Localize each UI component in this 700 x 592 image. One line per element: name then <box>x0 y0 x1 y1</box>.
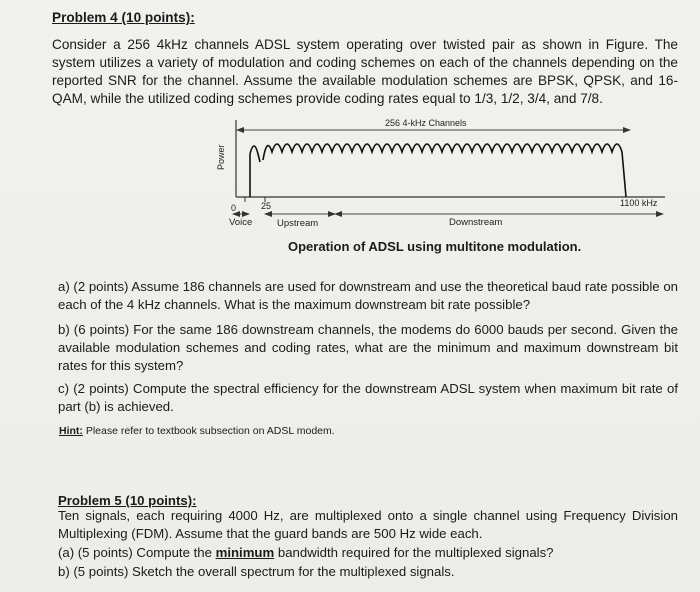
tick-25: 25 <box>261 201 272 211</box>
multitone-carriers <box>250 144 626 197</box>
problem-5-intro: Ten signals, each requiring 4000 Hz, are multiplexed onto a single channel using Frequency Division Multiplexing (FDM). Assume that the guard bands are 500 Hz wide each. <box>58 508 678 541</box>
problem-5-part-a-pre: (a) (5 points) Compute the <box>58 545 216 560</box>
voice-label: Voice <box>229 217 253 228</box>
downstream-label: Downstream <box>449 217 503 228</box>
problem-4-part-b: b) (6 points) For the same 186 downstream channels, the modems do 6000 bauds per second. Given the available modulation schemes and coding rates, what are the minimum and maximum downstream bit rates for this system? <box>58 322 678 373</box>
problem-5-part-a-post: bandwidth required for the multiplexed signals? <box>274 545 554 560</box>
figure-caption: Operation of ADSL using multitone modulation. <box>288 239 582 254</box>
problem-4-intro: Consider a 256 4kHz channels ADSL system operating over twisted pair as shown in Figure. The system utilizes a variety of modulation and coding schemes on each of the channels depending on the reported SNR for the channel. Assume the available modulation schemes are BPSK, QPSK, and 16-QAM, while the utilized coding schemes provide coding rates equal to 1/3, 1/2, 3/4, and 7/8. <box>52 37 678 106</box>
problem-5-part-a <box>58 544 678 562</box>
tick-1100: 1100 kHz <box>620 198 658 208</box>
problem-5-part-b: b) (5 points) Sketch the overall spectrum for the multiplexed signals. <box>58 564 455 579</box>
problem-4-title: Problem 4 (10 points): <box>52 10 195 25</box>
problem-5-title: Problem 5 (10 points): <box>58 493 197 508</box>
hint-text: Please refer to textbook subsection on ADSL modem. <box>82 425 335 437</box>
problem-4-part-c: c) (2 points) Compute the spectral efficiency for the downstream ADSL system when maximum bit rate of part (b) is achieved. <box>58 381 678 414</box>
channels-label: 256 4-kHz Channels <box>385 118 467 128</box>
problem-5-part-a-emphasis: minimum <box>215 545 275 560</box>
hint-line <box>59 425 335 437</box>
upstream-label: Upstream <box>277 218 319 229</box>
problem-4-part-a: a) (2 points) Assume 186 channels are used for downstream and use the theoretical baud rate possible on each of the 4 kHz channels. What is the maximum downstream bit rate possible? <box>58 279 678 312</box>
tick-0: 0 <box>231 203 237 213</box>
adsl-figure <box>205 112 675 237</box>
power-axis-label: Power <box>216 144 226 170</box>
hint-label: Hint: <box>59 425 83 437</box>
